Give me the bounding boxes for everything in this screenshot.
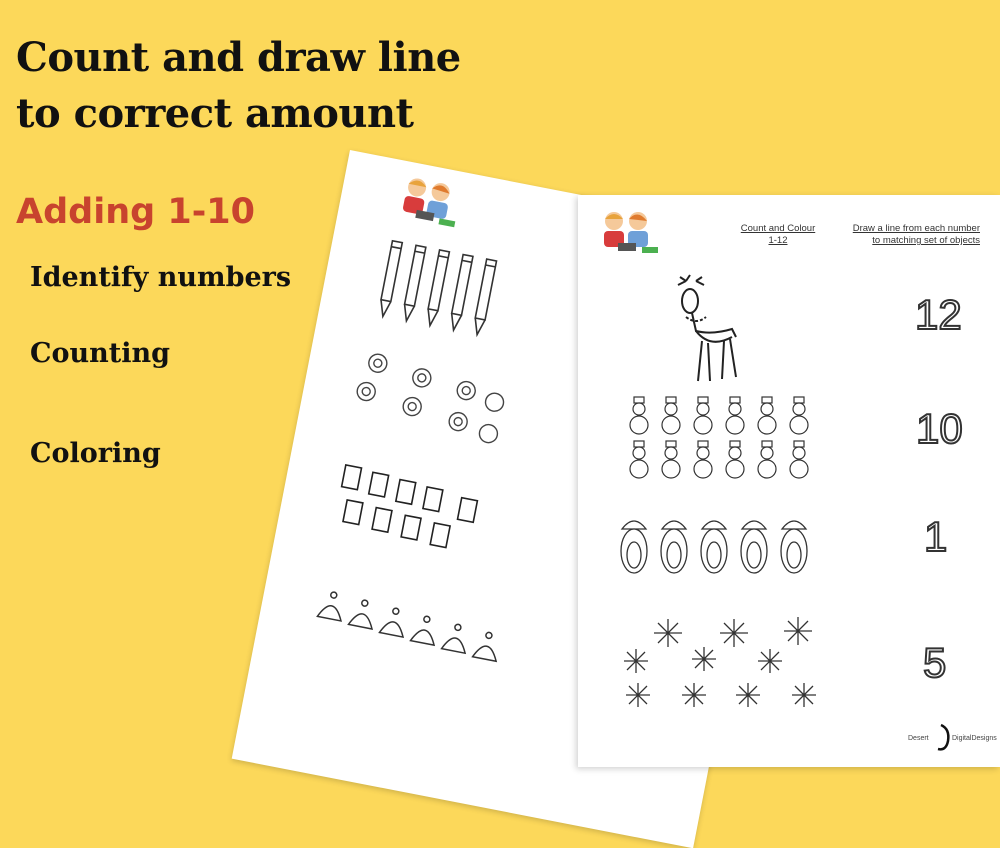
headline-line-1: Count and draw line xyxy=(16,34,461,81)
reindeer-drawing xyxy=(666,277,746,385)
feature-coloring: Coloring xyxy=(30,438,161,469)
headline xyxy=(16,30,461,142)
subtitle: Adding 1-10 xyxy=(16,192,255,232)
header-right-line-1: Draw a line from each number xyxy=(852,223,980,234)
header-right-line-2: to matching set of objects xyxy=(872,235,980,246)
brand-mark-icon xyxy=(930,723,952,753)
kids-illustration xyxy=(596,209,666,259)
number-10: 10 xyxy=(916,405,963,452)
brand-left-text: Desert xyxy=(908,735,929,742)
number-5: 5 xyxy=(923,639,947,686)
snowmen-group xyxy=(628,395,828,485)
number-1: 1 xyxy=(924,513,948,560)
worksheet-header-left xyxy=(728,223,828,247)
worksheet-front-page xyxy=(578,195,1000,767)
feature-counting: Counting xyxy=(30,338,170,369)
snowflakes-group xyxy=(618,615,818,715)
brand-logo xyxy=(908,723,997,753)
number-12: 12 xyxy=(915,291,962,338)
feature-identify-numbers: Identify numbers xyxy=(30,262,292,293)
mittens-group xyxy=(327,454,509,565)
brand-right-text: DigitalDesigns xyxy=(952,735,997,742)
header-left-line-2: 1-12 xyxy=(768,235,788,246)
penguins-group xyxy=(618,515,818,577)
kids-illustration xyxy=(392,172,470,234)
worksheet-header-right xyxy=(840,223,980,247)
headline-line-2: to correct amount xyxy=(16,90,414,137)
roses-group xyxy=(348,346,511,453)
pencils-group xyxy=(372,234,518,352)
header-left-line-1: Count and Colour xyxy=(740,223,816,234)
hats-group xyxy=(312,583,508,668)
